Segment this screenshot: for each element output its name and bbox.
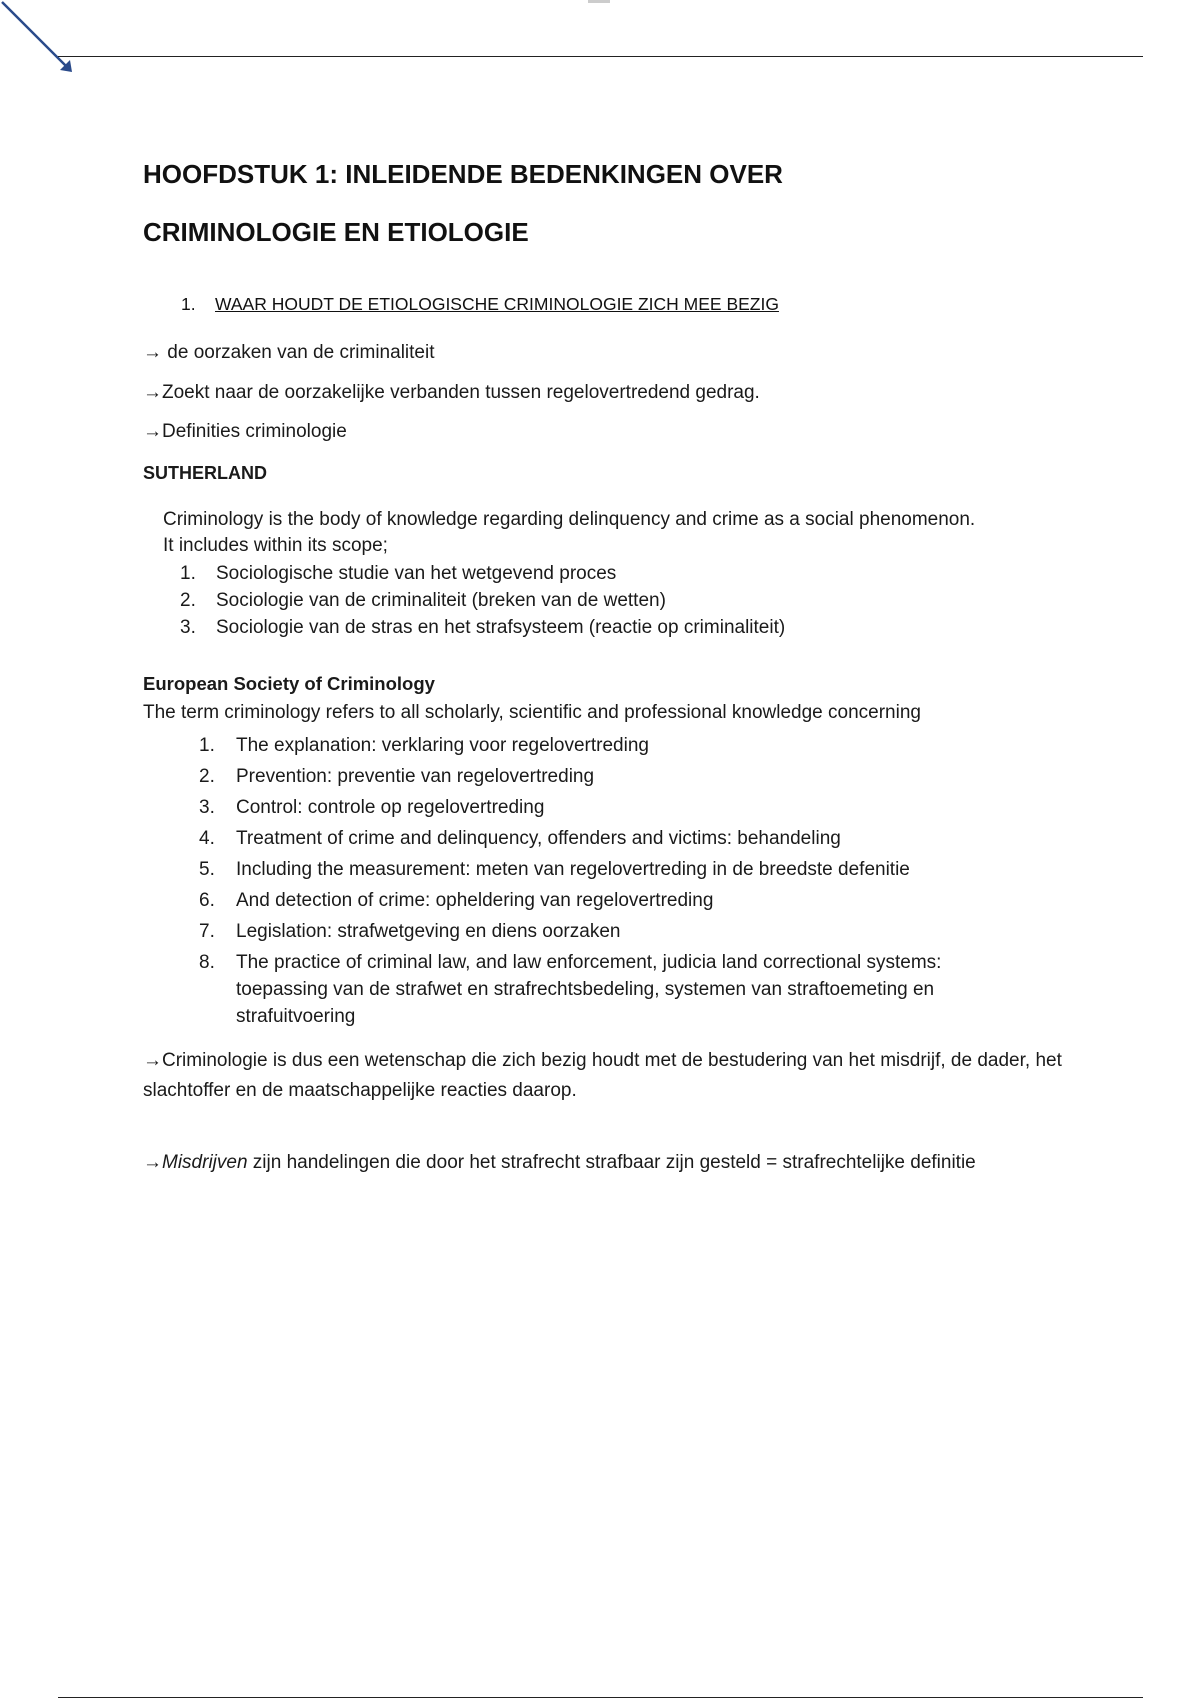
list-item: 3. Sociologie van de stras en het strafsysteem (reactie op criminaliteit) [180,617,786,638]
sutherland-quote-line-1: Criminology is the body of knowledge regarding delinquency and crime as a social phenomenon. [163,509,976,530]
misdrijven-term: Misdrijven [162,1152,248,1173]
list-item: 2. Prevention: preventie van regelovertreding [199,766,595,787]
misdrijven-definition [143,1152,976,1174]
sutherland-quote-line-2: It includes within its scope; [163,535,388,556]
esc-heading: European Society of Criminology [143,673,435,694]
page-title [143,145,1043,261]
list-item: 4. Treatment of crime and delinquency, offenders and victims: behandeling [199,828,841,849]
list-item: 3. Control: controle op regelovertreding [199,797,545,818]
arrow-glyph: → [143,1152,162,1173]
section-heading-text: WAAR HOUDT DE ETIOLOGISCHE CRIMINOLOGIE ZICH MEE BEZIG [215,294,779,314]
intro-line-definitions: →Definities criminologie [143,421,347,442]
intro-line-causes: → de oorzaken van de criminaliteit [143,342,435,363]
footer-rule [58,1697,1143,1698]
page-title-line-2: CRIMINOLOGIE EN ETIOLOGIE [143,217,529,247]
header-rule [58,56,1143,57]
section-number: 1. [181,294,196,314]
misdrijven-rest: zijn handelingen die door het strafrecht strafbaar zijn gesteld = strafrechtelijke definitie [247,1152,976,1173]
list-item: 5. Including the measurement: meten van regelovertreding in de breedste defenitie [199,859,910,880]
list-item: 1. The explanation: verklaring voor regelovertreding [199,735,649,756]
esc-intro: The term criminology refers to all scholarly, scientific and professional knowledge concerning [143,702,921,723]
conclusion-paragraph: →Criminologie is dus een wetenschap die zich bezig houdt met de bestudering van het misdrijf, de dader, het slachtoffer en de maatschappelijke reacties daarop. [143,1050,1062,1101]
intro-line-searches: →Zoekt naar de oorzakelijke verbanden tussen regelovertredend gedrag. [143,382,760,403]
sutherland-quote [163,507,1063,559]
corner-arrow-icon [0,0,80,80]
top-margin-mark [588,0,610,3]
sutherland-heading: SUTHERLAND [143,463,267,483]
list-item: 8. The practice of criminal law, and law enforcement, judicia land correctional systems: toepassing van de strafwet en strafrechtsbedeling, systemen van straftoemeting en strafuitvoering [199,952,942,1027]
list-item: 1. Sociologische studie van het wetgevend proces [180,563,617,584]
list-item: 6. And detection of crime: opheldering van regelovertreding [199,890,714,911]
esc-list [199,732,1029,1034]
section-heading [181,294,779,315]
page-title-line-1: HOOFDSTUK 1: INLEIDENDE BEDENKINGEN OVER [143,159,783,189]
list-item: 2. Sociologie van de criminaliteit (breken van de wetten) [180,590,666,611]
list-item: 7. Legislation: strafwetgeving en diens oorzaken [199,921,621,942]
sutherland-list [180,560,785,641]
